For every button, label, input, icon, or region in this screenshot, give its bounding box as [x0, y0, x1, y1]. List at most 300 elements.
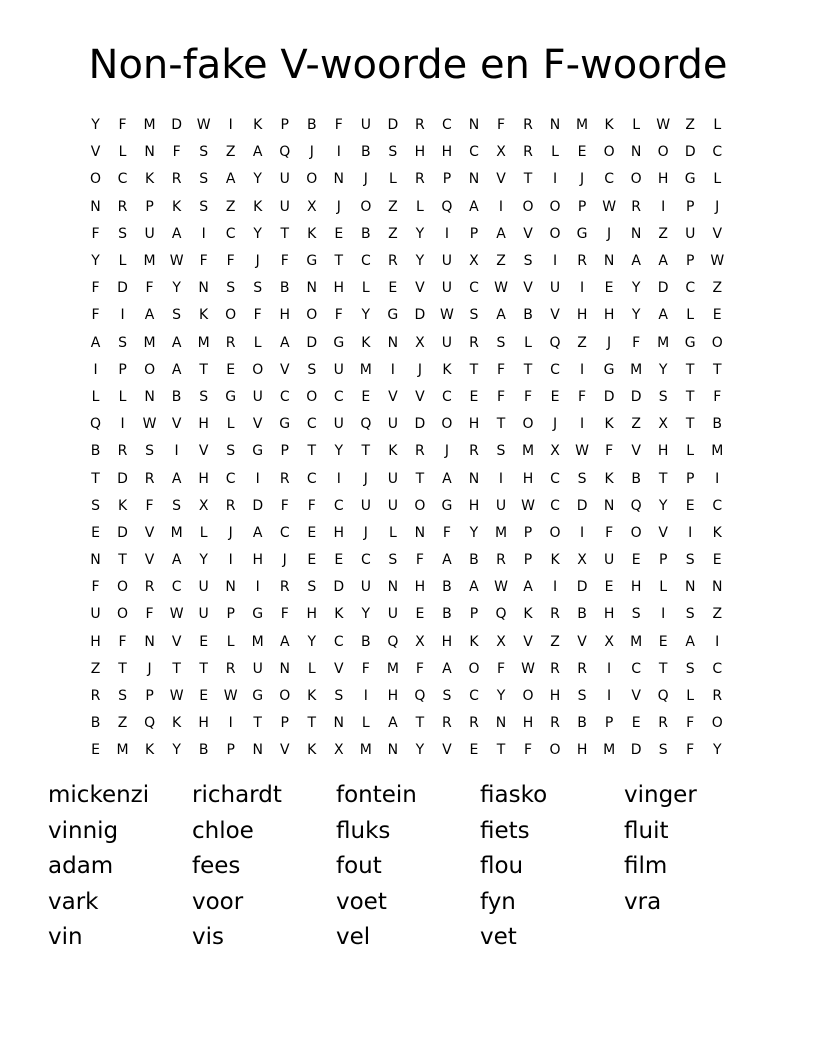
grid-letter: P: [280, 715, 289, 732]
grid-letter: Q: [90, 416, 102, 433]
grid-letter: T: [253, 715, 262, 732]
grid-letter: B: [523, 307, 533, 324]
grid-letter: V: [631, 443, 641, 460]
grid-letter: Y: [631, 280, 641, 297]
grid-letter: L: [118, 253, 127, 270]
grid-letter: M: [521, 443, 535, 460]
grid-letter: N: [333, 715, 345, 732]
grid-letter: D: [630, 742, 642, 759]
grid-letter: A: [388, 715, 398, 732]
grid-letter: C: [279, 524, 290, 541]
grid-letter: L: [226, 416, 235, 433]
grid-letter: H: [414, 579, 426, 596]
grid-letter: A: [225, 171, 236, 188]
grid-letter: A: [469, 579, 479, 596]
grid-letter: Y: [496, 688, 506, 705]
grid-letter: N: [279, 660, 290, 677]
grid-letter: N: [144, 388, 155, 405]
grid-letter: U: [252, 660, 263, 677]
word-list-item: vel: [336, 924, 371, 950]
grid-letter: I: [715, 470, 720, 487]
grid-letter: V: [523, 280, 533, 297]
grid-letter: A: [171, 225, 182, 242]
grid-letter: S: [199, 388, 209, 405]
grid-letter: H: [333, 280, 345, 297]
grid-letter: D: [657, 280, 669, 297]
grid-letter: D: [414, 307, 426, 324]
grid-letter: O: [522, 416, 534, 433]
grid-letter: L: [551, 144, 559, 161]
grid-letter: L: [388, 171, 397, 188]
grid-letter: I: [336, 470, 341, 487]
grid-letter: M: [386, 660, 399, 677]
grid-letter: H: [522, 715, 534, 732]
grid-letter: Z: [712, 606, 723, 623]
grid-letter: E: [685, 497, 695, 514]
grid-letter: K: [199, 307, 209, 324]
grid-letter: T: [199, 361, 208, 378]
grid-letter: F: [496, 388, 506, 405]
grid-letter: Q: [495, 606, 507, 623]
grid-letter: W: [169, 253, 184, 270]
grid-letter: N: [252, 742, 263, 759]
grid-letter: D: [414, 416, 426, 433]
grid-letter: B: [171, 388, 182, 405]
grid-row: [82, 656, 742, 683]
grid-letter: P: [685, 253, 695, 270]
grid-letter: E: [307, 524, 317, 541]
grid-letter: N: [414, 524, 426, 541]
grid-letter: W: [440, 307, 454, 324]
grid-letter: Y: [631, 307, 641, 324]
grid-letter: Q: [441, 198, 453, 215]
grid-letter: P: [685, 198, 695, 215]
grid-letter: R: [225, 660, 236, 677]
grid-letter: I: [498, 198, 504, 215]
grid-letter: E: [334, 552, 344, 569]
grid-letter: U: [441, 334, 453, 351]
grid-letter: O: [252, 361, 264, 378]
grid-letter: E: [604, 579, 614, 596]
grid-letter: W: [223, 688, 238, 705]
grid-letter: G: [333, 334, 345, 351]
grid-letter: B: [198, 742, 209, 759]
grid-letter: W: [494, 280, 508, 297]
grid-letter: E: [388, 280, 398, 297]
grid-letter: J: [309, 144, 314, 161]
grid-letter: D: [603, 388, 615, 405]
grid-row: [82, 520, 742, 547]
grid-letter: Y: [172, 280, 181, 297]
grid-letter: L: [307, 660, 316, 677]
grid-letter: K: [469, 633, 479, 650]
grid-letter: L: [91, 388, 100, 405]
grid-row: [82, 302, 742, 329]
grid-letter: D: [576, 497, 588, 514]
grid-letter: S: [118, 225, 127, 242]
grid-letter: K: [388, 443, 398, 460]
grid-letter: R: [631, 198, 641, 215]
grid-letter: A: [631, 253, 641, 270]
grid-letter: T: [496, 416, 506, 433]
grid-letter: Y: [712, 742, 722, 759]
grid-letter: K: [523, 606, 533, 623]
grid-letter: U: [387, 497, 398, 514]
grid-letter: F: [253, 307, 262, 324]
grid-letter: M: [603, 742, 616, 759]
grid-letter: K: [307, 688, 317, 705]
grid-letter: Q: [387, 633, 399, 650]
grid-letter: E: [199, 688, 209, 705]
grid-letter: E: [415, 606, 425, 623]
grid-letter: C: [469, 688, 479, 705]
grid-letter: G: [684, 334, 696, 351]
grid-letter: S: [388, 144, 398, 161]
grid-letter: Z: [90, 660, 101, 677]
grid-letter: N: [684, 579, 696, 596]
grid-letter: F: [199, 253, 208, 270]
grid-letter: G: [441, 497, 453, 514]
grid-letter: N: [333, 171, 345, 188]
grid-letter: S: [496, 334, 506, 351]
grid-letter: R: [415, 443, 425, 460]
grid-letter: W: [196, 117, 211, 134]
grid-letter: Y: [658, 361, 668, 378]
grid-letter: Y: [415, 225, 425, 242]
grid-letter: N: [549, 117, 561, 134]
grid-letter: O: [711, 715, 723, 732]
grid-letter: N: [387, 579, 399, 596]
grid-letter: X: [496, 144, 506, 161]
grid-letter: C: [685, 280, 696, 297]
grid-letter: Y: [415, 253, 425, 270]
grid-letter: K: [334, 606, 344, 623]
grid-row: [82, 194, 742, 221]
grid-letter: V: [198, 443, 209, 460]
grid-letter: C: [712, 144, 723, 161]
grid-letter: B: [712, 416, 723, 433]
grid-letter: M: [143, 253, 156, 270]
grid-letter: R: [279, 579, 290, 596]
grid-letter: D: [333, 579, 345, 596]
grid-letter: P: [145, 688, 154, 705]
grid-letter: T: [118, 552, 127, 569]
grid-letter: J: [552, 416, 558, 433]
grid-letter: B: [90, 715, 101, 732]
grid-letter: A: [171, 361, 182, 378]
grid-letter: I: [607, 688, 612, 705]
grid-letter: T: [172, 660, 181, 677]
word-list-item: chloe: [192, 817, 254, 844]
grid-letter: P: [523, 552, 533, 569]
grid-letter: L: [226, 633, 235, 650]
grid-letter: B: [90, 443, 101, 460]
grid-letter: R: [469, 334, 479, 351]
grid-letter: A: [144, 307, 155, 324]
grid-letter: D: [387, 117, 399, 134]
grid-letter: N: [144, 633, 155, 650]
grid-letter: L: [686, 307, 695, 324]
grid-letter: N: [468, 117, 480, 134]
grid-letter: I: [120, 416, 125, 433]
grid-letter: I: [228, 715, 233, 732]
grid-letter: O: [630, 524, 642, 541]
grid-letter: D: [252, 497, 264, 514]
grid-row: [82, 112, 742, 139]
grid-letter: O: [711, 334, 723, 351]
grid-letter: S: [496, 443, 506, 460]
grid-letter: L: [415, 198, 424, 215]
grid-letter: N: [90, 198, 101, 215]
grid-letter: R: [117, 443, 128, 460]
grid-letter: V: [252, 416, 263, 433]
grid-letter: F: [145, 280, 154, 297]
grid-row: [82, 357, 742, 384]
grid-letter: X: [658, 416, 668, 433]
grid-letter: R: [144, 470, 155, 487]
grid-letter: O: [603, 144, 615, 161]
grid-letter: Y: [361, 606, 371, 623]
grid-letter: U: [279, 171, 290, 188]
grid-letter: O: [549, 524, 561, 541]
grid-letter: I: [552, 253, 558, 270]
grid-letter: E: [631, 715, 641, 732]
grid-letter: R: [225, 497, 236, 514]
grid-letter: I: [201, 225, 206, 242]
grid-letter: L: [118, 144, 127, 161]
grid-letter: I: [255, 470, 260, 487]
grid-letter: F: [91, 225, 100, 242]
grid-letter: X: [306, 198, 317, 215]
grid-letter: A: [252, 524, 263, 541]
grid-letter: C: [550, 361, 560, 378]
grid-letter: V: [523, 225, 533, 242]
grid-letter: X: [415, 633, 425, 650]
grid-letter: Q: [657, 688, 669, 705]
grid-letter: J: [255, 253, 260, 270]
grid-letter: H: [306, 606, 318, 623]
grid-letter: C: [631, 660, 642, 677]
grid-letter: A: [252, 144, 263, 161]
grid-row: [82, 465, 742, 492]
grid-letter: K: [550, 552, 560, 569]
grid-letter: A: [279, 334, 290, 351]
grid-letter: P: [145, 198, 154, 215]
grid-letter: F: [280, 253, 289, 270]
grid-letter: K: [307, 225, 317, 242]
grid-letter: J: [417, 361, 422, 378]
grid-letter: U: [387, 416, 398, 433]
grid-letter: S: [469, 307, 479, 324]
grid-letter: E: [199, 633, 209, 650]
grid-letter: E: [631, 552, 641, 569]
grid-letter: F: [496, 117, 506, 134]
grid-letter: G: [603, 361, 615, 378]
grid-letter: U: [549, 280, 561, 297]
grid-letter: S: [577, 688, 587, 705]
grid-letter: P: [280, 443, 289, 460]
grid-letter: I: [552, 171, 558, 188]
grid-letter: F: [280, 606, 289, 623]
grid-letter: C: [360, 253, 371, 270]
grid-letter: H: [657, 443, 669, 460]
grid-letter: S: [118, 334, 127, 351]
grid-letter: F: [713, 388, 722, 405]
grid-letter: I: [120, 307, 125, 324]
grid-letter: O: [549, 225, 561, 242]
grid-letter: N: [468, 171, 480, 188]
word-list-item: fontein: [336, 782, 417, 808]
grid-letter: N: [198, 280, 209, 297]
grid-letter: Y: [469, 524, 479, 541]
grid-letter: L: [686, 688, 695, 705]
grid-letter: M: [170, 524, 183, 541]
grid-letter: R: [415, 171, 425, 188]
word-list: [48, 778, 788, 956]
grid-row: [82, 710, 742, 737]
grid-letter: T: [118, 660, 127, 677]
grid-letter: P: [469, 606, 479, 623]
grid-letter: U: [441, 253, 453, 270]
grid-letter: U: [252, 388, 263, 405]
grid-letter: S: [523, 253, 533, 270]
grid-letter: R: [171, 171, 182, 188]
grid-letter: H: [198, 416, 209, 433]
grid-letter: K: [442, 361, 452, 378]
grid-letter: V: [415, 388, 425, 405]
grid-letter: F: [226, 253, 235, 270]
grid-letter: U: [360, 497, 371, 514]
grid-letter: T: [199, 660, 208, 677]
grid-letter: H: [90, 633, 101, 650]
word-list-item: vark: [48, 888, 99, 915]
grid-letter: L: [686, 443, 695, 460]
grid-letter: T: [685, 416, 695, 433]
grid-row: [82, 438, 742, 465]
grid-letter: O: [414, 497, 426, 514]
grid-letter: E: [469, 388, 479, 405]
grid-letter: T: [415, 715, 425, 732]
grid-letter: R: [550, 606, 560, 623]
grid-letter: R: [469, 443, 479, 460]
grid-letter: Q: [549, 334, 561, 351]
grid-letter: Y: [91, 117, 100, 134]
grid-letter: Y: [253, 225, 262, 242]
grid-letter: S: [199, 198, 209, 215]
grid-letter: U: [441, 280, 453, 297]
grid-letter: W: [656, 117, 671, 134]
grid-letter: U: [333, 361, 344, 378]
grid-letter: U: [144, 225, 155, 242]
grid-letter: E: [604, 280, 614, 297]
word-list-item: richardt: [192, 782, 282, 808]
grid-letter: C: [333, 497, 344, 514]
grid-letter: V: [658, 524, 668, 541]
grid-letter: Y: [172, 742, 181, 759]
grid-letter: R: [712, 688, 723, 705]
grid-letter: T: [361, 443, 371, 460]
grid-row: [82, 139, 742, 166]
grid-letter: O: [306, 171, 318, 188]
grid-letter: T: [523, 361, 533, 378]
grid-letter: D: [117, 280, 128, 297]
grid-letter: W: [521, 660, 535, 677]
grid-letter: U: [360, 579, 371, 596]
grid-letter: N: [630, 225, 642, 242]
grid-letter: M: [711, 443, 724, 460]
grid-letter: B: [306, 117, 317, 134]
grid-letter: H: [252, 552, 263, 569]
grid-letter: D: [117, 470, 128, 487]
grid-letter: Y: [334, 443, 344, 460]
grid-letter: F: [361, 660, 370, 677]
grid-letter: A: [171, 552, 182, 569]
grid-letter: S: [685, 552, 695, 569]
grid-letter: P: [685, 470, 695, 487]
grid-letter: N: [603, 497, 615, 514]
grid-letter: N: [630, 144, 642, 161]
grid-row: [82, 221, 742, 248]
grid-letter: T: [415, 470, 425, 487]
grid-letter: C: [550, 470, 560, 487]
grid-letter: H: [441, 633, 453, 650]
grid-letter: X: [334, 742, 344, 759]
grid-letter: R: [144, 579, 155, 596]
grid-row: [82, 411, 742, 438]
grid-letter: F: [496, 660, 506, 677]
grid-letter: T: [523, 171, 533, 188]
grid-letter: U: [495, 497, 507, 514]
grid-letter: N: [603, 253, 615, 270]
grid-letter: W: [494, 579, 508, 596]
grid-letter: O: [549, 198, 561, 215]
grid-letter: C: [306, 470, 317, 487]
grid-letter: U: [333, 416, 344, 433]
grid-letter: V: [415, 280, 425, 297]
grid-letter: U: [279, 198, 290, 215]
grid-letter: O: [117, 579, 129, 596]
grid-letter: C: [712, 497, 723, 514]
grid-letter: M: [251, 633, 264, 650]
word-list-item: vet: [480, 924, 517, 950]
grid-letter: N: [306, 280, 317, 297]
grid-letter: O: [306, 388, 318, 405]
word-list-item: vin: [48, 924, 83, 950]
grid-letter: H: [576, 307, 588, 324]
grid-letter: E: [361, 388, 371, 405]
grid-letter: F: [334, 307, 343, 324]
grid-letter: P: [226, 742, 235, 759]
word-list-item: fluks: [336, 817, 391, 844]
grid-letter: A: [90, 334, 101, 351]
grid-row: [82, 166, 742, 193]
grid-letter: D: [171, 117, 182, 134]
grid-letter: O: [306, 307, 318, 324]
grid-letter: A: [171, 334, 182, 351]
grid-letter: E: [550, 388, 560, 405]
grid-letter: R: [442, 715, 452, 732]
grid-letter: M: [197, 334, 210, 351]
grid-letter: X: [604, 633, 614, 650]
grid-letter: F: [415, 552, 424, 569]
grid-letter: K: [361, 334, 371, 351]
grid-letter: N: [387, 334, 399, 351]
grid-letter: V: [144, 552, 155, 569]
grid-letter: Y: [199, 552, 208, 569]
grid-row: [82, 737, 742, 764]
grid-letter: U: [90, 606, 101, 623]
grid-letter: F: [334, 117, 343, 134]
